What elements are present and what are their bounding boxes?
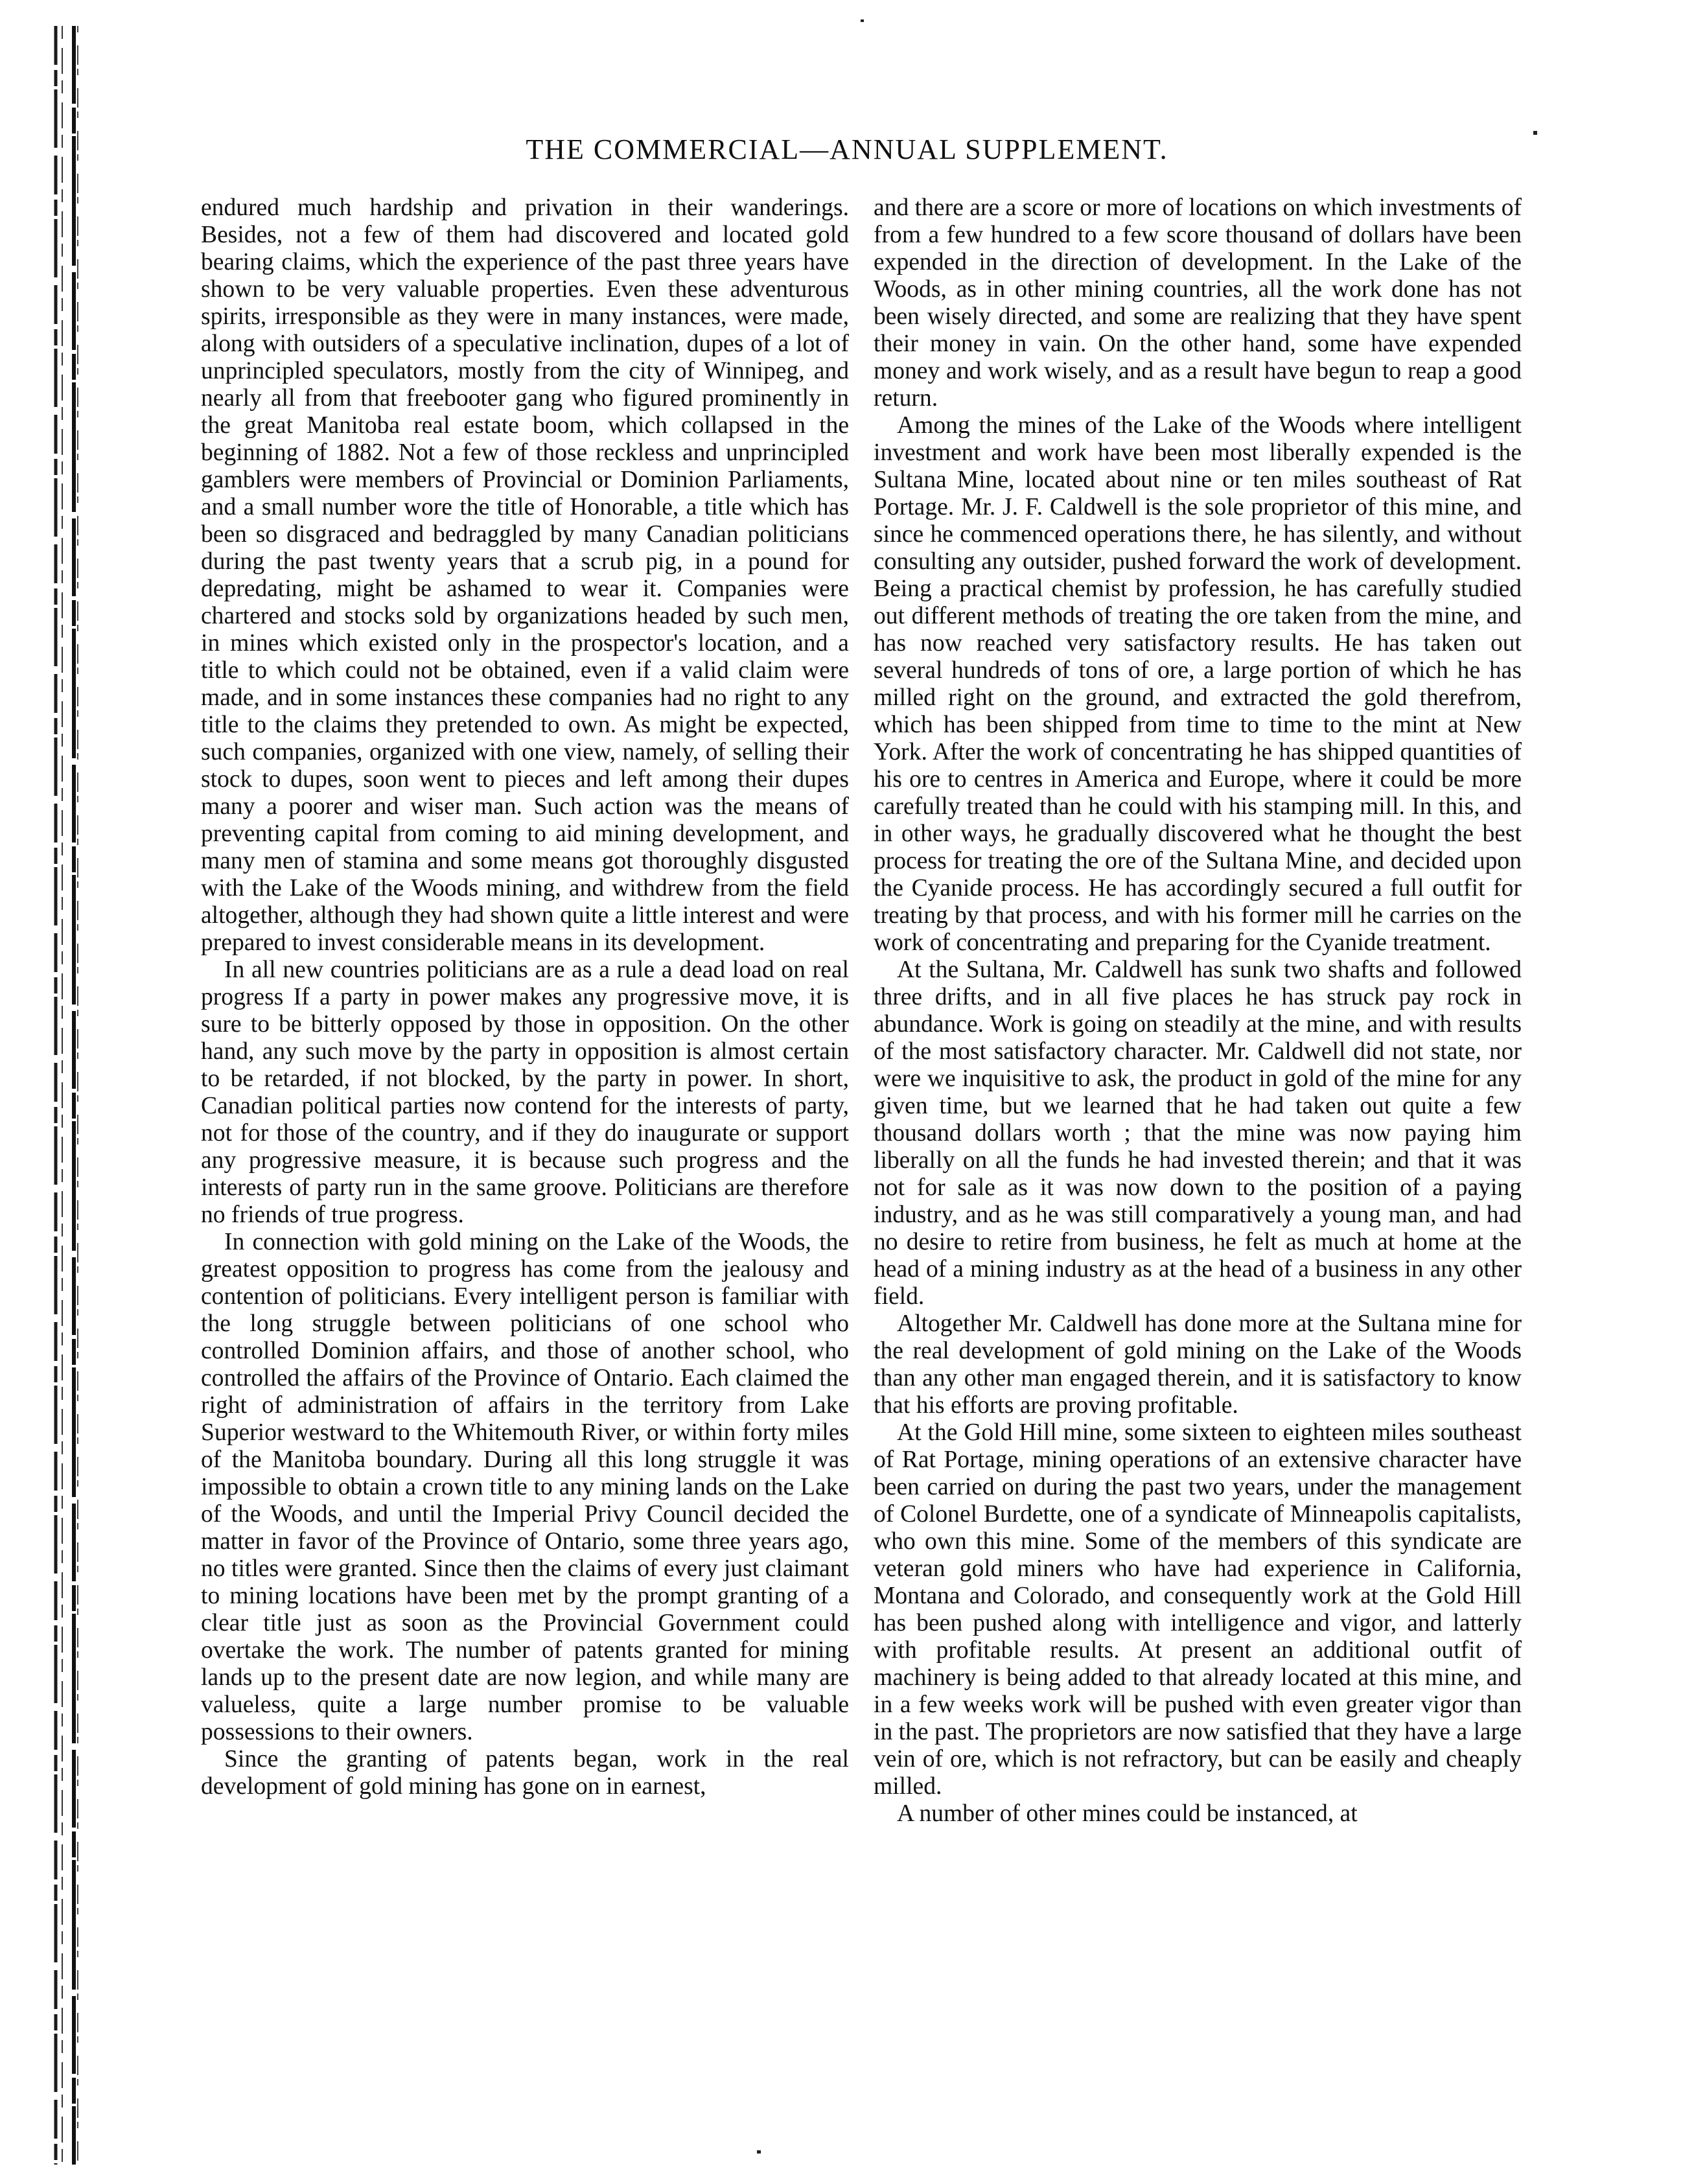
paragraph: Among the mines of the Lake of the Woods where intelligent investment and work have been most liberally expended is the Sultana Mine, located about nine or ten miles southeast of Rat Portage. Mr. J. F. Caldwell is the sole proprietor of this mine, and since he commenced operations there, he has silently, and without consulting any outsider, pushed forward the work of development. Being a practical chemist by profession, he has carefully studied out different methods of treating the ore taken from the mine, and has now reached very satisfactory results. He has taken out several hundreds of tons of ore, a large portion of which he has milled right on the ground, and extracted the gold therefrom, which has been shipped from time to time to the mint at New York. After the work of concentrating he has shipped quantities of his ore to centres in America and Europe, where it could be more carefully treated than he could with his stamping mill. In this, and in other ways, he gradually discovered what he thought the best process for treating the ore of the Sultana Mine, and decided upon the Cyanide process. He has accordingly secured a full outfit for treating by that process, and with his former mill he carries on the work of concentrating and preparing for the Cyanide treatment. xyxy=(874,412,1522,956)
paragraph: Altogether Mr. Caldwell has done more at the Sultana mine for the real development of gold mining on the Lake of the Woods than any other man engaged therein, and it is satisfactory to know that his efforts are proving profitable. xyxy=(874,1310,1522,1419)
paragraph: In connection with gold mining on the Lake of the Woods, the greatest opposition to progress has come from the jealousy and contention of politicians. Every intelligent person is familiar with the long struggle between politicians of one school who controlled Dominion affairs, and those of another school, who controlled the affairs of the Province of Ontario. Each claimed the right of administration of affairs in the territory from Lake Superior westward to the Whitemouth River, or within forty miles of the Manitoba boundary. During all this long struggle it was impossible to obtain a crown title to any mining lands on the Lake of the Woods, and until the Imperial Privy Council decided the matter in favor of the Province of Ontario, some three years ago, no titles were granted. Since then the claims of every just claimant to mining locations have been met by the prompt granting of a clear title just as soon as the Provincial Government could overtake the work. The number of patents granted for mining lands up to the present date are now legion, and while many are valueless, quite a large number promise to be valuable possessions to their owners. xyxy=(201,1229,849,1745)
paragraph: A number of other mines could be instanced, at xyxy=(897,1800,1358,1827)
paragraph: In all new countries politicians are as a rule a dead load on real progress If a party in power makes any progressive move, it is sure to be bitterly opposed by those in opposition. On the other hand, any such move by the party in opposition is almost certain to be retarded, if not blocked, by the party in power. In short, Canadian political parties now contend for the interests of party, not for those of the country, and if they do inaugurate or support any progressive measure, it is because such progress and the interests of party run in the same groove. Politicians are therefore no friends of true progress. xyxy=(201,957,849,1228)
paragraph: Since the granting of patents began, work in the real development of gold mining has gone on in earnest, xyxy=(201,1746,849,1800)
print-speck xyxy=(861,19,864,22)
page-binding-edge xyxy=(39,26,91,2165)
left-column xyxy=(201,194,849,1800)
print-speck xyxy=(757,2150,761,2154)
paragraph: and there are a score or more of locations on which investments of from a few hundred to a few score thousand of dollars have been expended in the direction of development. In the Lake of the Woods, as in other mining countries, all the work done has not been wisely directed, and some are realizing that they have spent their money in vain. On the other hand, some have expended money and work wisely, and as a result have begun to reap a good return. xyxy=(874,194,1522,412)
paragraph: At the Sultana, Mr. Caldwell has sunk two shafts and followed three drifts, and in all five places he has struck pay rock in abundance. Work is going on steadily at the mine, and with results of the most satisfactory character. Mr. Caldwell did not state, nor were we inquisitive to ask, the product in gold of the mine for any given time, but we learned that he had taken out quite a few thousand dollars worth ; that the mine was now paying him liberally on all the funds he had invested therein; and that it was not for sale as it was now down to the position of a paying industry, and as he was still comparatively a young man, and had no desire to retire from business, he felt as much at home at the head of a mining industry as at the head of a business in any other field. xyxy=(874,957,1522,1310)
paragraph: At the Gold Hill mine, some sixteen to eighteen miles southeast of Rat Portage, mining operations of an extensive character have been carried on during the past two years, under the management of Colonel Burdette, one of a syndicate of Minneapolis capitalists, who own this mine. Some of the members of this syndicate are veteran gold miners who have had experience in California, Montana and Colorado, and consequently work at the Gold Hill has been pushed along with intelligence and vigor, and latterly with profitable results. At present an additional outfit of machinery is being added to that already located at this mine, and in a few weeks work will be pushed with even greater vigor than in the past. The proprietors are now satisfied that they have a large vein of ore, which is not refractory, but can be easily and cheaply milled. xyxy=(874,1419,1522,1800)
right-column xyxy=(874,194,1522,1828)
paragraph: endured much hardship and privation in their wanderings. Besides, not a few of them had discovered and located gold bearing claims, which the experience of the past three years have shown to be very valuable properties. Even these adventurous spirits, irresponsible as they were in many instances, were made, along with outsiders of a speculative inclination, dupes of a lot of unprincipled speculators, mostly from the city of Winnipeg, and nearly all from that freebooter gang who figured prominently in the great Manitoba real estate boom, which collapsed in the beginning of 1882. Not a few of those reckless and unprincipled gamblers were members of Provincial or Dominion Parliaments, and a small number wore the title of Honorable, a title which has been so disgraced and bedraggled by many Canadian politicians during the past twenty years that a scrub pig, in a pound for depredating, might be ashamed to wear it. Companies were chartered and stocks sold by organizations headed by such men, in mines which existed only in the prospector's location, and a title to which could not be obtained, even if a valid claim were made, and in some instances these companies had no right to any title to the claims they pretended to own. As might be expected, such companies, organized with one view, namely, of selling their stock to dupes, soon went to pieces and left among their dupes many a poorer and wiser man. Such action was the means of preventing capital from coming to aid mining development, and many men of stamina and some means got thoroughly disgusted with the Lake of the Woods mining, and withdrew from the field altogether, although they had shown quite a little interest and were prepared to invest considerable means in its development. xyxy=(201,194,849,956)
page-header: THE COMMERCIAL—ANNUAL SUPPLEMENT. xyxy=(526,134,1168,165)
